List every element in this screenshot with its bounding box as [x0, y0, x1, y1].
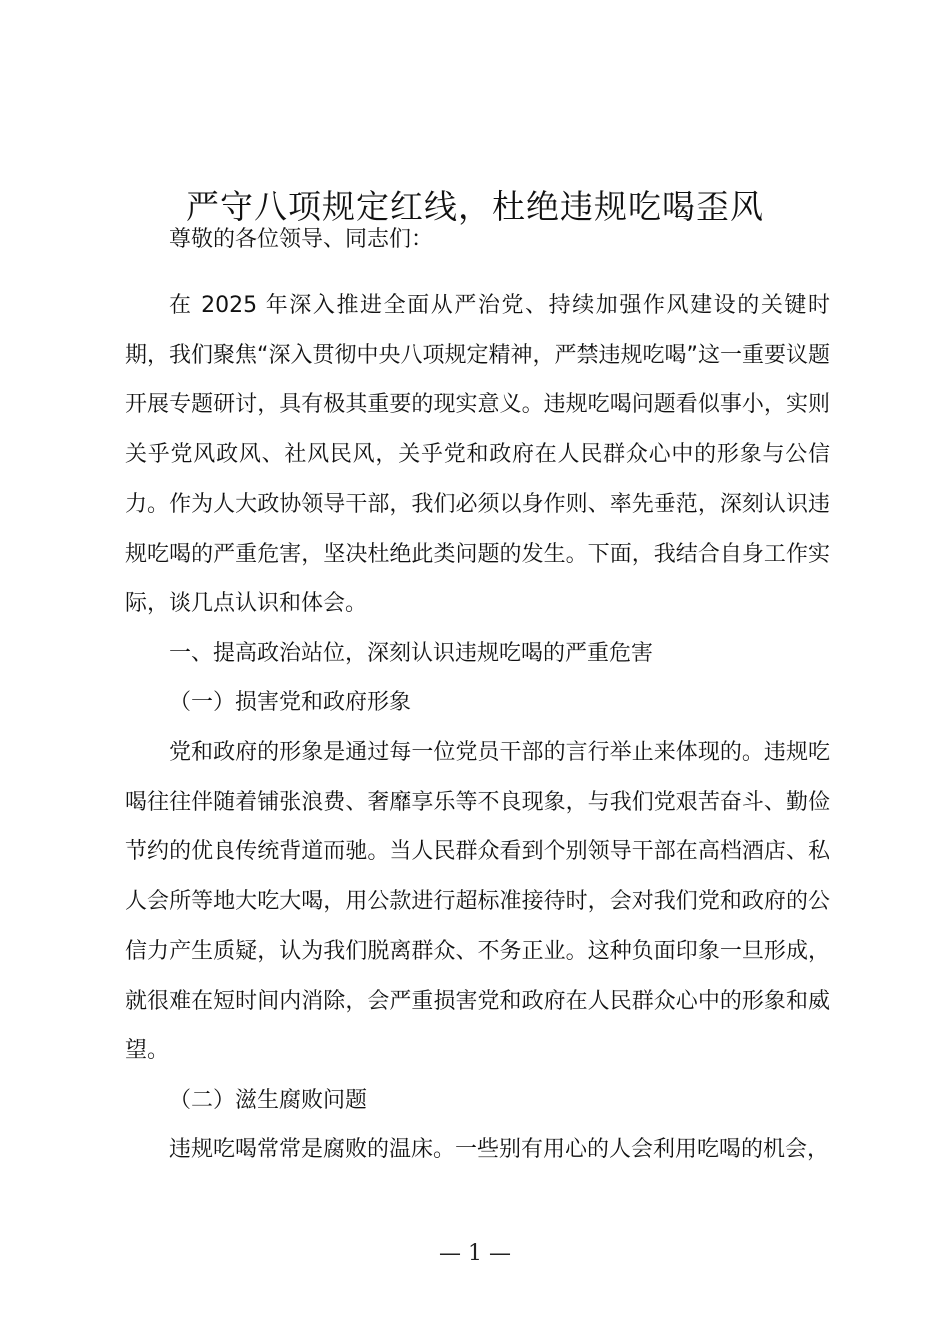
salutation: 尊敬的各位领导、同志们： [169, 227, 434, 252]
intro-paragraph: 在 2025 年深入推进全面从严治党、持续加强作风建设的关键时期，我们聚焦“深入贯彻中央八项规定精神，严禁违规吃喝”这一重要议题开展专题研讨，具有极其重要的现实意义。违规吃喝问题看似事小，实则关乎党风政风、社风民风，关乎党和政府在人民群众心中的形象与公信力。作为人大政协领导干部，我们必须以身作则、率先垂范，深刻认识违规吃喝的严重危害，坚决杜绝此类问题的发生。下面，我结合自身工作实际，谈几点认识和体会。 [125, 293, 830, 617]
subsection-heading-2: （二）滋生腐败问题 [169, 1088, 368, 1113]
subsection-1-paragraph: 党和政府的形象是通过每一位党员干部的言行举止来体现的。违规吃喝往往伴随着铺张浪费、奢靡享乐等不良现象，与我们党艰苦奋斗、勤俭节约的优良传统背道而驰。当人民群众看到个别领导干部在高档酒店、私人会所等地大吃大喝，用公款进行超标准接待时，会对我们党和政府的公信力产生质疑，认为我们脱离群众、不务正业。这种负面印象一旦形成，就很难在短时间内消除，会严重损害党和政府在人民群众心中的形象和威望。 [125, 740, 830, 1064]
section-heading-1: 一、提高政治站位，深刻认识违规吃喝的严重危害 [169, 641, 654, 666]
page-number: — 1 — [439, 1241, 511, 1266]
document-title: 严守八项规定红线，杜绝违规吃喝歪风 [186, 187, 764, 226]
subsection-heading-1: （一）损害党和政府形象 [169, 690, 412, 715]
subsection-2-paragraph: 违规吃喝常常是腐败的温床。一些别有用心的人会利用吃喝的机会， [169, 1137, 830, 1162]
